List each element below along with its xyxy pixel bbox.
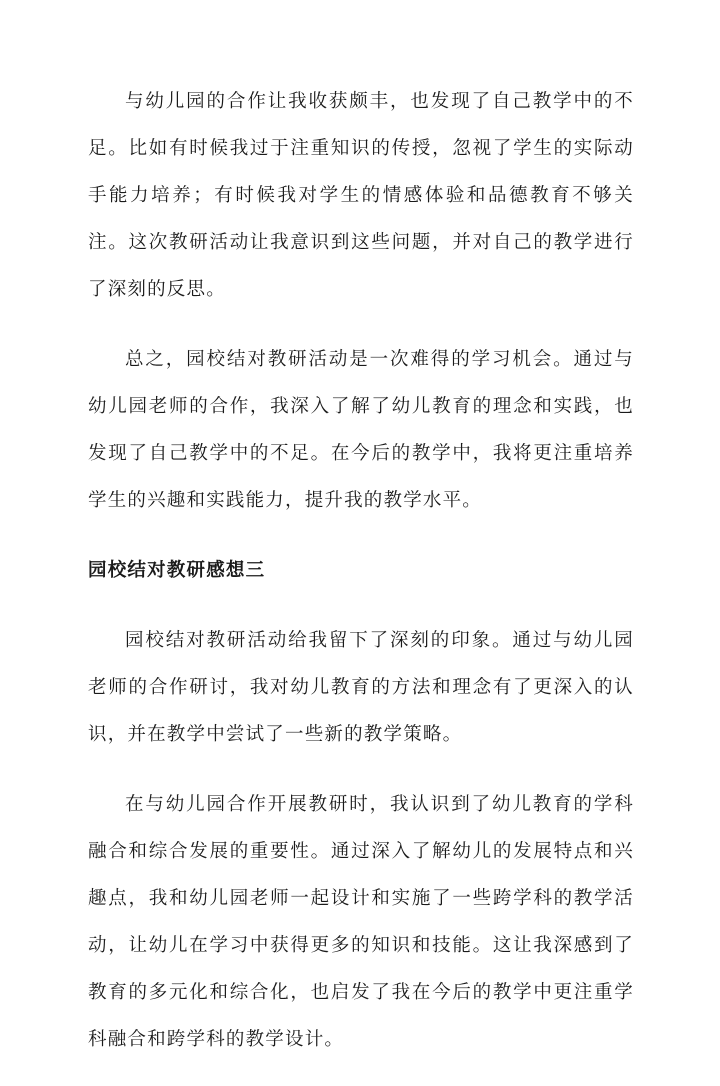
document-page xyxy=(88,78,634,1086)
paragraph-summary: 总之，园校结对教研活动是一次难得的学习机会。通过与幼儿园老师的合作，我深入了解了幼儿教育的理念和实践，也发现了自己教学中的不足。在今后的教学中，我将更注重培养学生的兴趣和实践能力，提升我的教学水平。 xyxy=(88,349,634,511)
paragraph-impression: 园校结对教研活动给我留下了深刻的印象。通过与幼儿园老师的合作研讨，我对幼儿教育的方法和理念有了更深入的认识，并在教学中尝试了一些新的教学策略。 xyxy=(88,630,634,745)
section-heading: 园校结对教研感想三 xyxy=(88,560,266,581)
paragraph-interdisciplinary: 在与幼儿园合作开展教研时，我认识到了幼儿教育的学科融合和综合发展的重要性。通过深入了解幼儿的发展特点和兴趣点，我和幼儿园老师一起设计和实施了一些跨学科的教学活动，让幼儿在学习中获得更多的知识和技能。这让我深感到了教育的多元化和综合化，也启发了我在今后的教学中更注重学科融合和跨学科的教学设计。 xyxy=(88,794,634,1050)
paragraph-reflection-shortcomings: 与幼儿园的合作让我收获颇丰，也发现了自己教学中的不足。比如有时候我过于注重知识的传授，忽视了学生的实际动手能力培养；有时候我对学生的情感体验和品德教育不够关注。这次教研活动让我意识到这些问题，并对自己的教学进行了深刻的反思。 xyxy=(88,91,634,300)
